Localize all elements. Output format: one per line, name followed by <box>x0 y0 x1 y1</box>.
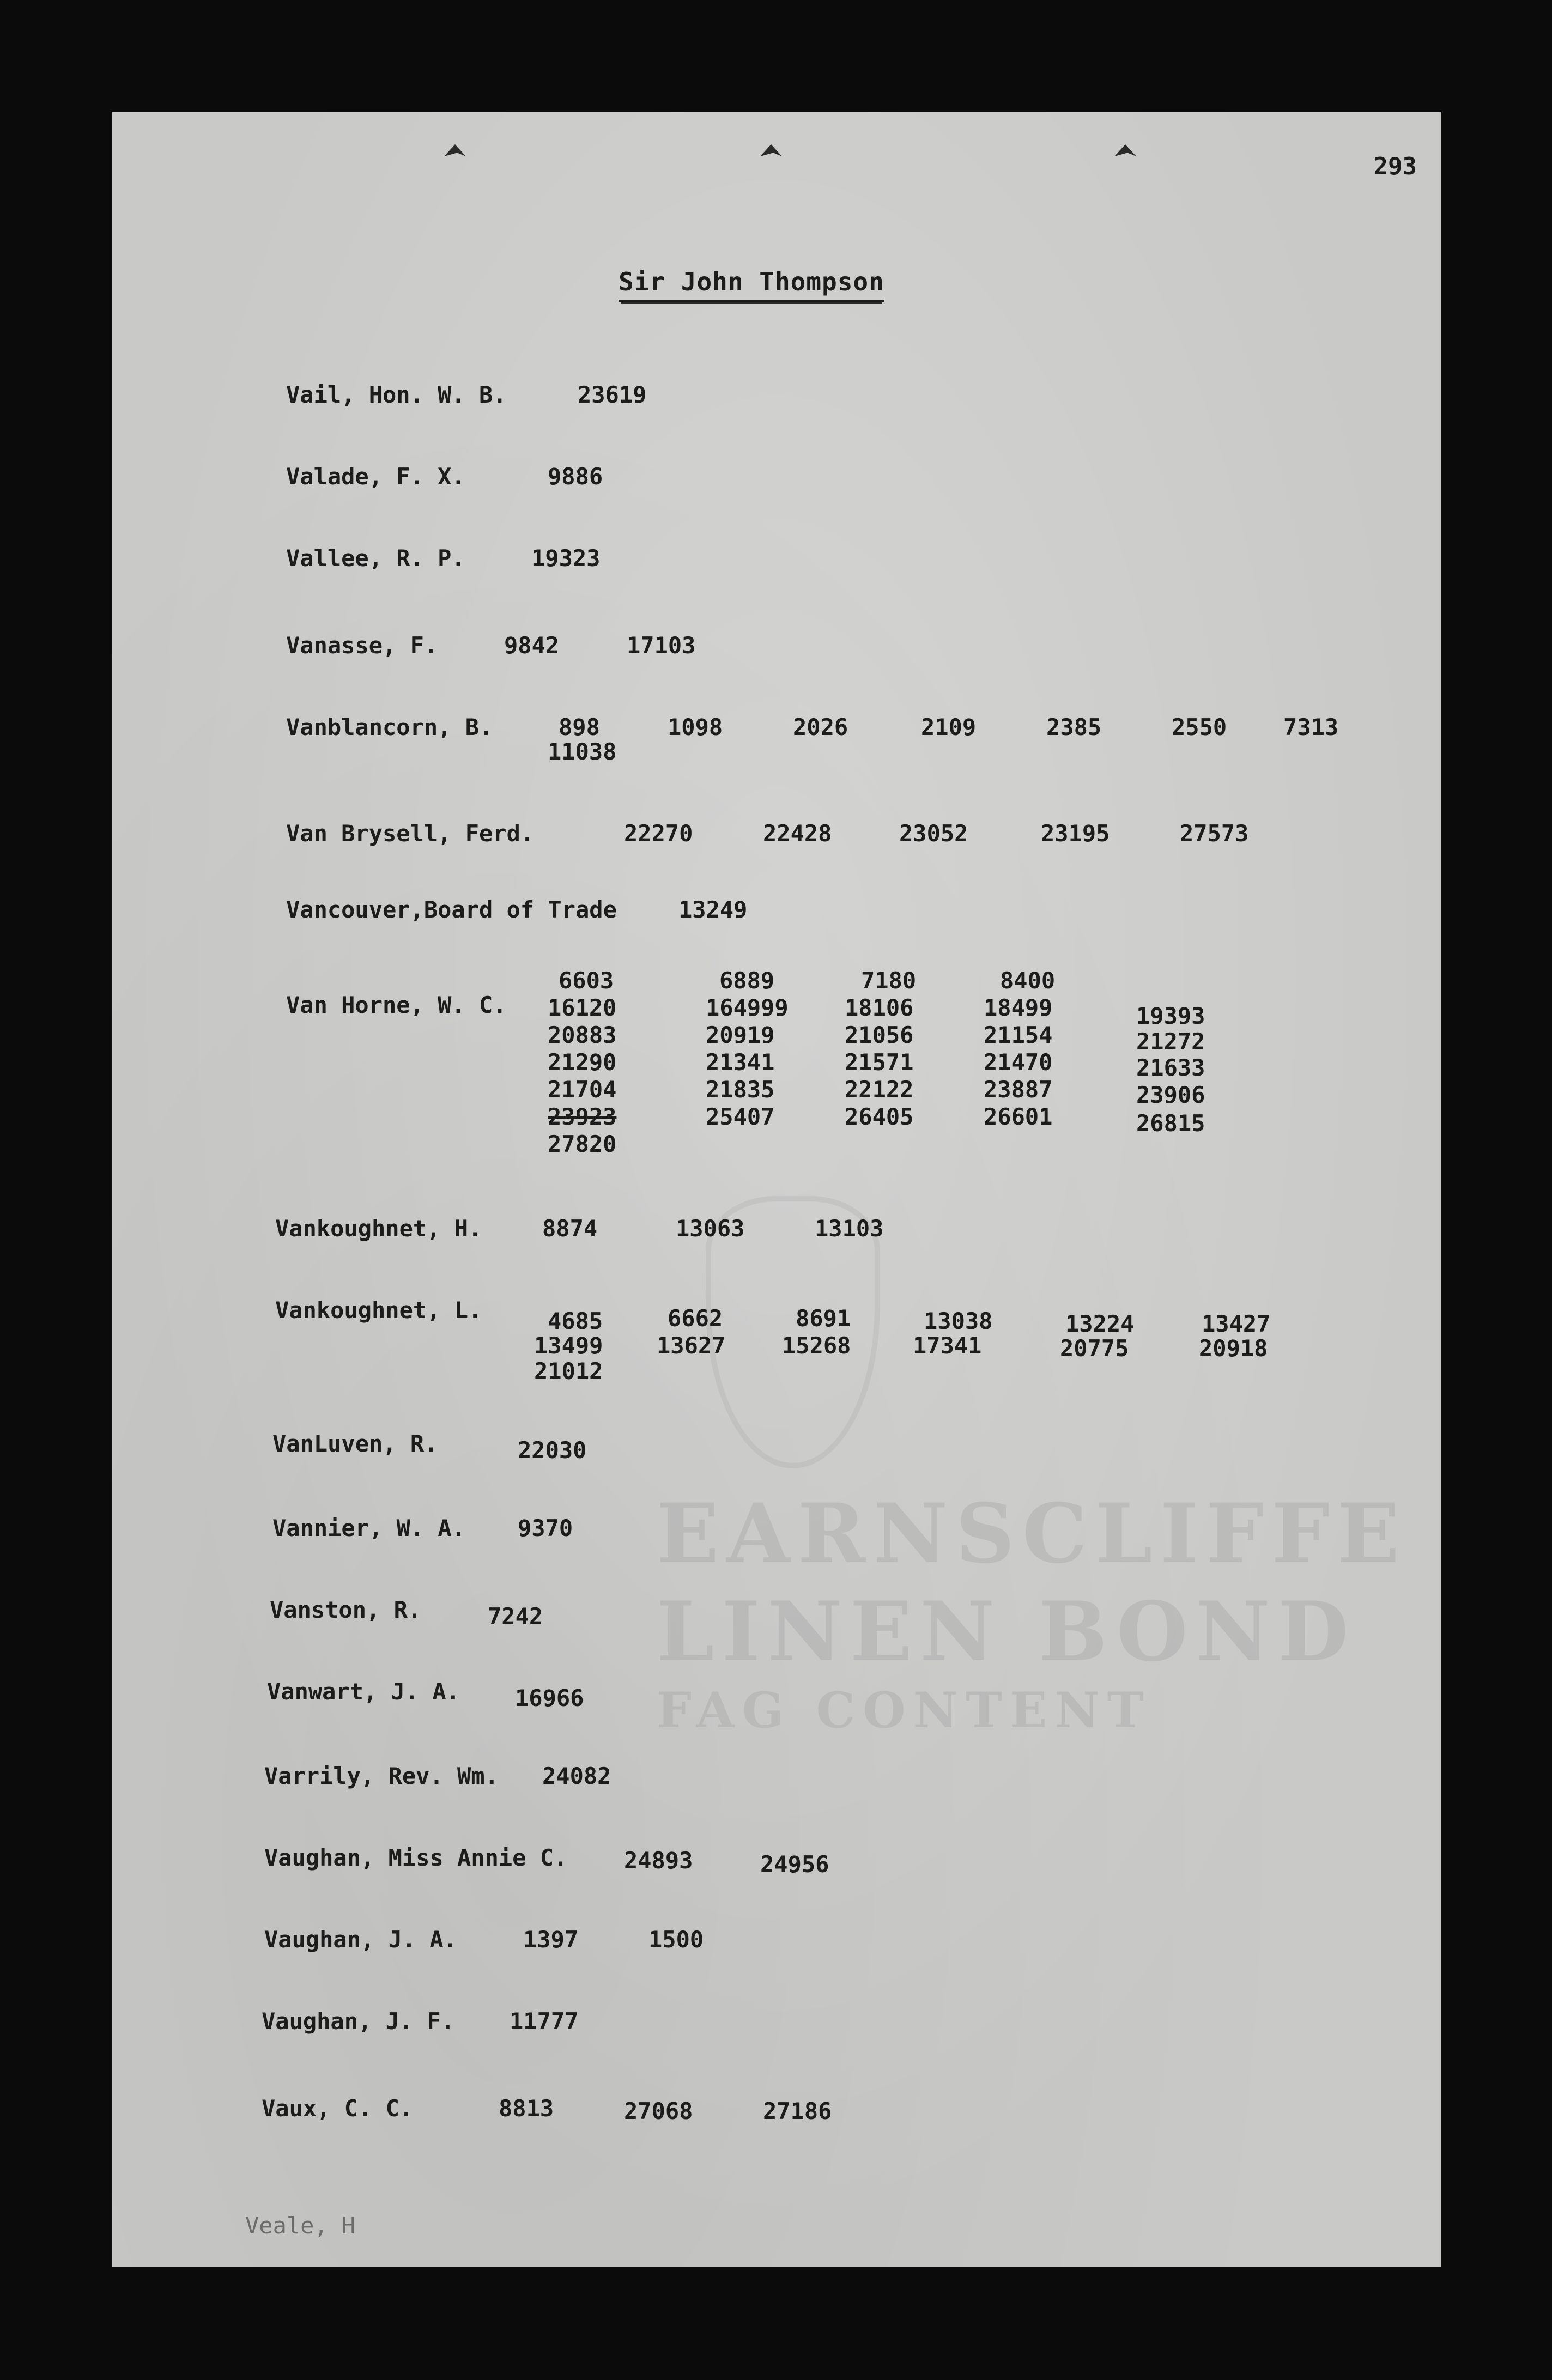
entry-number: 22030 <box>518 1437 587 1464</box>
entry-name: Vaughan, J. A. <box>264 1926 458 1953</box>
entry-number: 11777 <box>510 2008 579 2035</box>
entry-number: 26601 <box>984 1103 1053 1130</box>
entry-number: 27186 <box>763 2098 832 2124</box>
entry-number: 13038 <box>924 1308 993 1334</box>
entry-number: 23619 <box>578 381 647 408</box>
entry-name: Vanston, R. <box>270 1596 422 1623</box>
entry-number: 9842 <box>504 632 560 659</box>
entry-name: Vallee, R. P. <box>286 545 465 572</box>
faint-text: Veale, H <box>245 2212 356 2239</box>
entry-number: 23906 <box>1136 1082 1205 1108</box>
entry-name: VanLuven, R. <box>272 1430 438 1457</box>
entry-number: 27820 <box>548 1131 617 1157</box>
entry-number: 15268 <box>782 1332 851 1359</box>
entry-number: 13103 <box>815 1215 884 1242</box>
entry-number: 22270 <box>624 820 693 847</box>
entry-name: Vanwart, J. A. <box>267 1678 460 1705</box>
entry-name: Varrily, Rev. Wm. <box>264 1763 499 1789</box>
entry-number: 20919 <box>706 1022 775 1048</box>
entry-name: Vannier, W. A. <box>272 1515 466 1541</box>
entry-number-struck: 23923 <box>548 1103 617 1130</box>
entry-name: Vankoughnet, L. <box>275 1297 482 1323</box>
entry-name: Vaughan, J. F. <box>262 2008 455 2035</box>
entry-number: 24893 <box>624 1847 693 1874</box>
entry-number: 2109 <box>921 714 977 740</box>
entry-number: 21835 <box>706 1076 775 1103</box>
entry-number: 22428 <box>763 820 832 847</box>
watermark-line: EARNSCLIFFE <box>657 1486 1408 1582</box>
entry-number: 16120 <box>548 994 617 1021</box>
entry-number: 24956 <box>760 1851 829 1878</box>
entry-name: Van Brysell, Ferd. <box>286 820 535 847</box>
entry-number: 19393 <box>1136 1003 1205 1029</box>
entry-number: 17103 <box>627 632 696 659</box>
entry-number: 6603 <box>559 967 614 994</box>
entry-number: 21056 <box>845 1022 914 1048</box>
entry-number: 24082 <box>542 1763 611 1789</box>
entry-number: 7242 <box>488 1603 543 1630</box>
entry-number: 21470 <box>984 1049 1053 1076</box>
entry-name: Vankoughnet, H. <box>275 1215 482 1242</box>
entry-number: 2026 <box>793 714 848 740</box>
entry-number: 27573 <box>1180 820 1249 847</box>
entry-number: 13627 <box>657 1332 726 1359</box>
entry-name: Vaux, C. C. <box>262 2095 414 2122</box>
entry-number: 13499 <box>534 1332 603 1359</box>
entry-number: 2550 <box>1172 714 1227 740</box>
entry-number: 21704 <box>548 1076 617 1103</box>
entry-name: Vanasse, F. <box>286 632 438 659</box>
entry-number: 26815 <box>1136 1110 1205 1137</box>
entry-number: 8691 <box>796 1305 851 1332</box>
entry-number: 7180 <box>861 967 917 994</box>
entry-number: 17341 <box>913 1332 982 1359</box>
entry-number: 25407 <box>706 1103 775 1130</box>
entry-number: 898 <box>559 714 600 740</box>
entry-number: 11038 <box>548 738 617 765</box>
entry-number: 23887 <box>984 1076 1053 1103</box>
entry-number: 13427 <box>1202 1310 1271 1337</box>
entry-number: 20883 <box>548 1022 617 1048</box>
entry-name: Van Horne, W. C. <box>286 992 507 1018</box>
entry-name: Vaughan, Miss Annie C. <box>264 1844 568 1871</box>
entry-name: Vail, Hon. W. B. <box>286 381 507 408</box>
entry-number: 13224 <box>1065 1310 1135 1337</box>
entry-number: 21341 <box>706 1049 775 1076</box>
entry-number: 8874 <box>542 1215 598 1242</box>
entry-number: 21633 <box>1136 1054 1205 1081</box>
entry-number: 21571 <box>845 1049 914 1076</box>
entry-number: 2385 <box>1046 714 1102 740</box>
watermark-line: FAG CONTENT <box>657 1681 1151 1739</box>
entry-number: 6662 <box>668 1305 723 1332</box>
entry-number: 23195 <box>1041 820 1110 847</box>
entry-number: 16966 <box>515 1685 584 1711</box>
entry-number: 23052 <box>899 820 968 847</box>
entry-number: 20918 <box>1199 1335 1268 1362</box>
entry-number: 8400 <box>1000 967 1056 994</box>
entry-number: 21272 <box>1136 1028 1205 1055</box>
entry-number: 9370 <box>518 1515 573 1541</box>
watermark <box>657 1485 1407 1740</box>
entry-number: 1397 <box>523 1926 579 1953</box>
entry-name: Valade, F. X. <box>286 463 465 490</box>
entry-number: 22122 <box>845 1076 914 1103</box>
entry-number: 6889 <box>719 967 775 994</box>
entry-number: 20775 <box>1060 1335 1129 1362</box>
entry-number: 9886 <box>548 463 603 490</box>
entry-number: 21290 <box>548 1049 617 1076</box>
entry-number: 7313 <box>1283 714 1339 740</box>
entry-number: 27068 <box>624 2098 693 2124</box>
entry-name: Vancouver,Board of Trade <box>286 896 617 923</box>
entry-number: 18106 <box>845 994 914 1021</box>
entry-number: 1098 <box>668 714 723 740</box>
entry-number: 13063 <box>676 1215 745 1242</box>
entry-name: Vanblancorn, B. <box>286 714 493 740</box>
entry-number: 21154 <box>984 1022 1053 1048</box>
entry-number: 13249 <box>678 896 748 923</box>
page-title: Sir John Thompson <box>619 267 884 302</box>
entry-number: 164999 <box>706 994 789 1021</box>
entry-number: 18499 <box>984 994 1053 1021</box>
entry-number: 21012 <box>534 1358 603 1385</box>
entry-number: 19323 <box>531 545 601 572</box>
punch-mark <box>760 144 782 156</box>
entry-number: 26405 <box>845 1103 914 1130</box>
punch-mark <box>1114 144 1136 156</box>
punch-mark <box>444 144 466 156</box>
entry-number: 8813 <box>499 2095 554 2122</box>
document-page <box>112 112 1441 2267</box>
page-number: 293 <box>1373 153 1417 180</box>
watermark-line: LINEN BOND <box>657 1584 1356 1680</box>
entry-number: 1500 <box>648 1926 704 1953</box>
entry-number: 4685 <box>548 1308 603 1334</box>
